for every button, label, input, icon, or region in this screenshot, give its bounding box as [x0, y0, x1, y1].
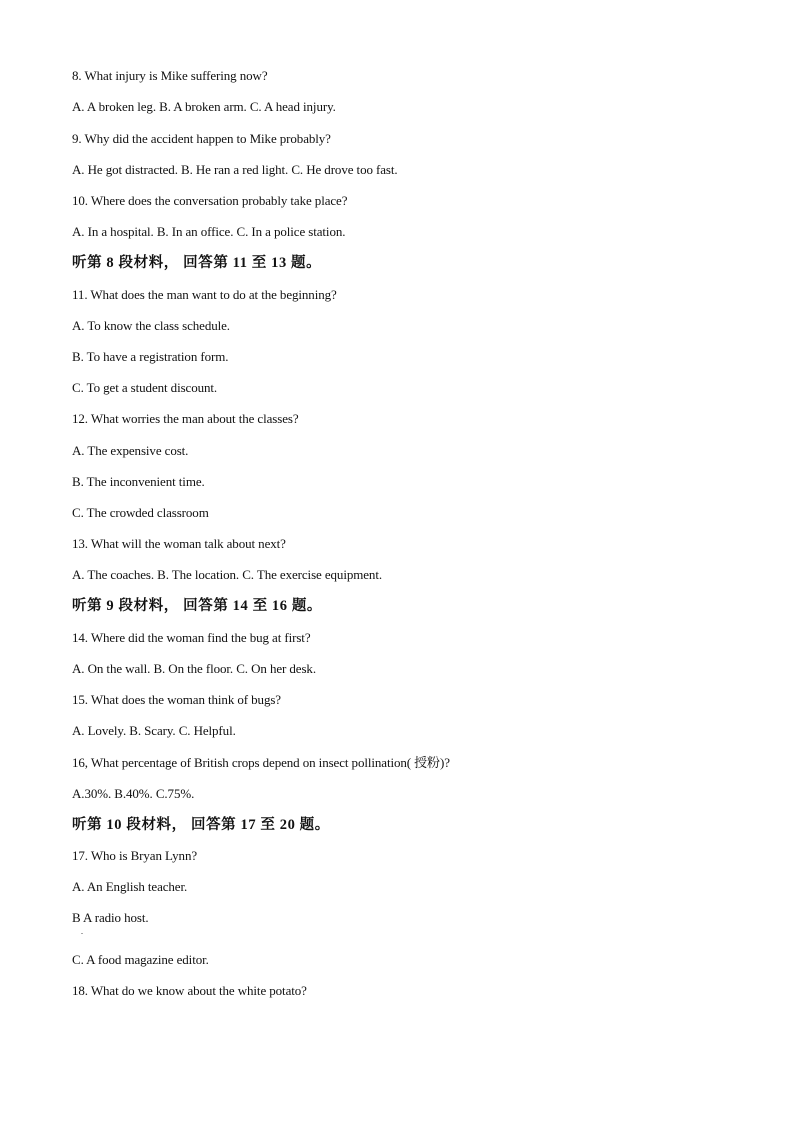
options-10: A. In a hospital. B. In an office. C. In a police station. — [72, 224, 346, 239]
option-12a: A. The expensive cost. — [72, 443, 189, 458]
option-12c: C. The crowded classroom — [72, 505, 209, 520]
option-17a: A. An English teacher. — [72, 879, 188, 894]
question-11: 11. What does the man want to do at the beginning? — [72, 287, 337, 302]
options-9: A. He got distracted. B. He ran a red light. C. He drove too fast. — [72, 162, 398, 177]
question-17: 17. Who is Bryan Lynn? — [72, 848, 198, 863]
option-17b: B A radio host. — [72, 910, 149, 925]
section-heading-9: 听第 9 段材料， 回答第 14 至 16 题。 — [72, 598, 323, 614]
question-8: 8. What injury is Mike suffering now? — [72, 68, 268, 83]
option-12b: B. The inconvenient time. — [72, 474, 205, 489]
question-12: 12. What worries the man about the classes? — [72, 411, 299, 426]
question-18: 18. What do we know about the white potato? — [72, 983, 307, 998]
options-8: A. A broken leg. B. A broken arm. C. A head injury. — [72, 99, 336, 114]
question-16: 16, What percentage of British crops depend on insect pollination( 授粉)? — [72, 755, 450, 770]
section-heading-10: 听第 10 段材料， 回答第 17 至 20 题。 — [72, 817, 330, 833]
option-17c: C. A food magazine editor. — [72, 952, 209, 967]
options-16: A.30%. B.40%. C.75%. — [72, 786, 195, 801]
question-9: 9. Why did the accident happen to Mike probably? — [72, 131, 331, 146]
option-11a: A. To know the class schedule. — [72, 318, 230, 333]
section-heading-8: 听第 8 段材料， 回答第 11 至 13 题。 — [72, 255, 322, 271]
options-14: A. On the wall. B. On the floor. C. On her desk. — [72, 661, 316, 676]
options-13: A. The coaches. B. The location. C. The exercise equipment. — [72, 567, 382, 582]
stray-mark: . — [81, 927, 83, 936]
option-11b: B. To have a registration form. — [72, 349, 229, 364]
question-15: 15. What does the woman think of bugs? — [72, 692, 281, 707]
question-13: 13. What will the woman talk about next? — [72, 536, 286, 551]
option-11c: C. To get a student discount. — [72, 380, 218, 395]
question-10: 10. Where does the conversation probably take place? — [72, 193, 348, 208]
options-15: A. Lovely. B. Scary. C. Helpful. — [72, 723, 236, 738]
question-14: 14. Where did the woman find the bug at first? — [72, 630, 311, 645]
